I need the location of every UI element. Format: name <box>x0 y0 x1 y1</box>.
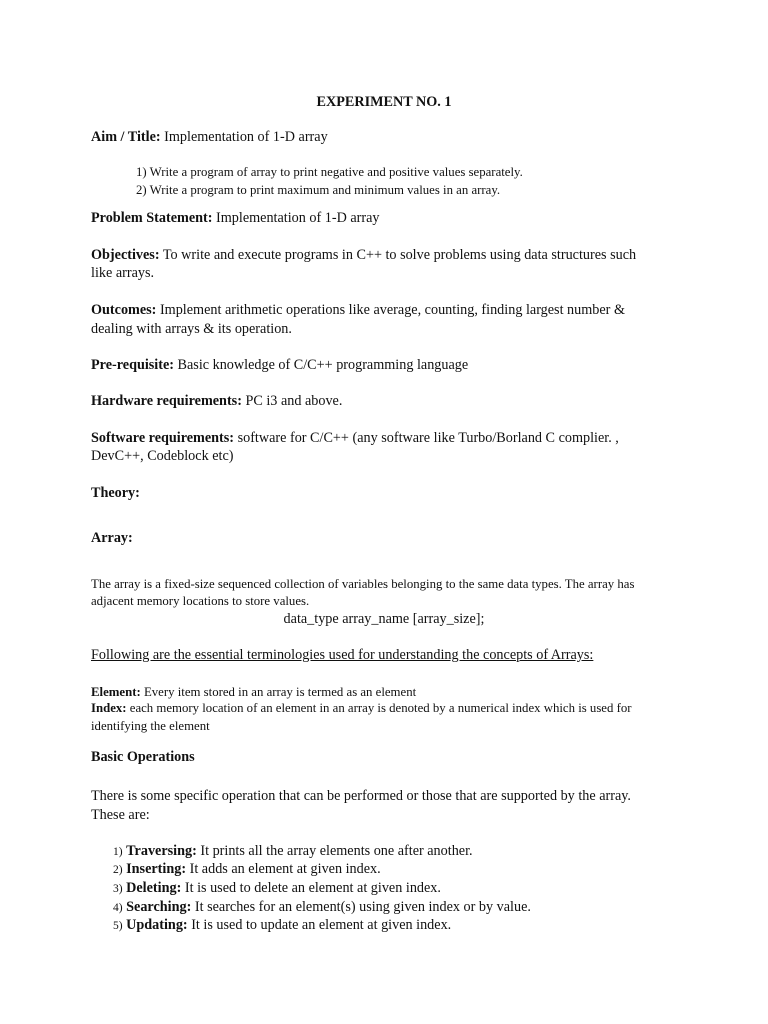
outcomes-text: Implement arithmetic operations like average, counting, finding largest number & <box>156 302 625 318</box>
objectives-text: To write and execute programs in C++ to solve problems using data structures such <box>159 247 637 263</box>
operation-text: It adds an element at given index. <box>186 861 381 877</box>
problem-statement-label: Problem Statement: <box>91 210 213 226</box>
software-line-1 <box>91 429 619 447</box>
term-index-line-2: identifying the element <box>91 719 210 733</box>
array-paragraph-line-1: The array is a fixed-size sequenced collection of variables belonging to the same data types. The array has <box>91 577 635 591</box>
basic-operations-intro-line-1: There is some specific operation that can be performed or those that are supported by the array. <box>91 788 631 804</box>
operation-label: Searching: <box>126 899 192 915</box>
basic-operations-intro-line-2: These are: <box>91 807 150 823</box>
operation-item <box>113 842 473 861</box>
term-element-text: Every item stored in an array is termed as an element <box>140 685 417 699</box>
objectives-line-2: like arrays. <box>91 265 155 281</box>
software-label: Software requirements: <box>91 430 235 446</box>
hardware-line <box>91 392 342 410</box>
aim-label: Aim / Title: <box>91 129 161 145</box>
theory-heading: Theory: <box>91 485 140 501</box>
operation-label: Deleting: <box>126 880 182 896</box>
operation-label: Updating: <box>126 917 188 933</box>
operation-label: Traversing: <box>126 843 197 859</box>
term-index-label: Index: <box>91 701 127 715</box>
operation-text: It is used to update an element at given index. <box>187 917 452 933</box>
problem-statement-text: Implementation of 1-D array <box>212 210 380 226</box>
array-syntax: data_type array_name [array_size]; <box>283 611 485 627</box>
operation-text: It prints all the array elements one after another. <box>196 843 473 859</box>
hardware-text: PC i3 and above. <box>241 393 343 409</box>
operation-number: 3) <box>113 883 123 895</box>
problem-statement-line <box>91 209 380 227</box>
array-paragraph-line-2: adjacent memory locations to store values. <box>91 594 310 608</box>
outcomes-line-2: dealing with arrays & its operation. <box>91 321 292 337</box>
operation-item <box>113 916 451 935</box>
prerequisite-text: Basic knowledge of C/C++ programming language <box>174 357 469 373</box>
objectives-line-1 <box>91 246 636 264</box>
software-line-2: DevC++, Codeblock etc) <box>91 448 234 464</box>
term-element-label: Element: <box>91 685 141 699</box>
operation-number: 2) <box>113 864 123 876</box>
term-index-line-1 <box>91 699 632 717</box>
operation-item <box>113 898 531 917</box>
operation-item <box>113 860 381 879</box>
document-title: EXPERIMENT NO. 1 <box>316 94 452 110</box>
outcomes-line-1 <box>91 301 625 319</box>
software-text: software for C/C++ (any software like Turbo/Borland C complier. , <box>234 430 619 446</box>
operation-text: It searches for an element(s) using given index or by value. <box>191 899 531 915</box>
operation-text: It is used to delete an element at given index. <box>181 880 441 896</box>
operation-item <box>113 879 441 898</box>
term-index-text: each memory location of an element in an array is denoted by a numerical index which is used for <box>126 701 632 715</box>
array-heading: Array: <box>91 530 133 546</box>
aim-item-1: 1) Write a program of array to print negative and positive values separately. <box>136 165 523 179</box>
prerequisite-label: Pre-requisite: <box>91 357 174 373</box>
operation-number: 5) <box>113 920 123 932</box>
operation-label: Inserting: <box>126 861 187 877</box>
hardware-label: Hardware requirements: <box>91 393 242 409</box>
aim-item-2: 2) Write a program to print maximum and minimum values in an array. <box>136 183 501 197</box>
objectives-label: Objectives: <box>91 247 160 263</box>
outcomes-label: Outcomes: <box>91 302 157 318</box>
aim-text: Implementation of 1-D array <box>160 129 328 145</box>
basic-operations-heading: Basic Operations <box>91 749 195 765</box>
prerequisite-line <box>91 356 468 374</box>
aim-line <box>91 128 328 146</box>
operation-number: 4) <box>113 902 123 914</box>
operation-number: 1) <box>113 846 123 858</box>
terminology-heading: Following are the essential terminologies used for understanding the concepts of Arrays: <box>91 647 594 663</box>
